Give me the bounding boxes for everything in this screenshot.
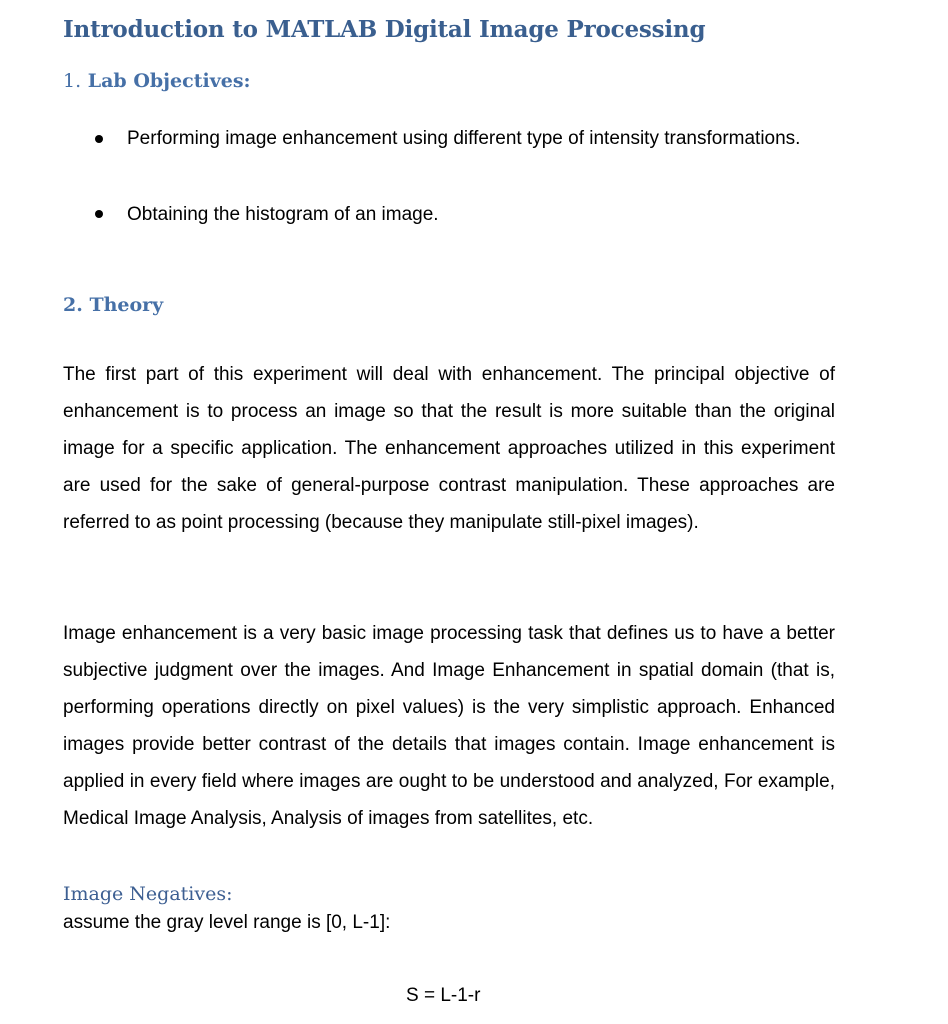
bullet-icon <box>95 135 103 143</box>
negative-formula: S = L-1-r <box>406 985 481 1006</box>
document-title: Introduction to MATLAB Digital Image Processing <box>63 16 706 43</box>
section-heading-theory: 2. Theory <box>63 294 164 316</box>
theory-paragraph: Image enhancement is a very basic image processing task that defines us to have a better subjective judgment over the images. And Image Enhancement in spatial domain (that is, performing operations directly on pixel values) is the very simplistic approach. Enhanced images provide better contrast of the details that images contain. Image enhancement is applied in every field where images are ought to be understood and analyzed, For example, Medical Image Analysis, Analysis of images from satellites, etc. <box>63 623 835 829</box>
section-title: Lab Objectives: <box>87 70 251 92</box>
objective-item: Obtaining the histogram of an image. <box>127 204 439 225</box>
image-negatives-heading: Image Negatives: <box>63 883 233 905</box>
section-number: 1. <box>63 70 82 92</box>
bullet-icon <box>95 210 103 218</box>
objective-item: Performing image enhancement using different type of intensity transformations. <box>127 128 801 149</box>
section-heading-lab-objectives <box>63 70 251 92</box>
gray-level-text: assume the gray level range is [0, L-1]: <box>63 912 391 933</box>
theory-paragraph: The first part of this experiment will deal with enhancement. The principal objective of enhancement is to process an image so that the result is more suitable than the original image for a specific application. The enhancement approaches utilized in this experiment are used for the sake of general-purpose contrast manipulation. These approaches are referred to as point processing (because they manipulate still-pixel images). <box>63 364 835 533</box>
